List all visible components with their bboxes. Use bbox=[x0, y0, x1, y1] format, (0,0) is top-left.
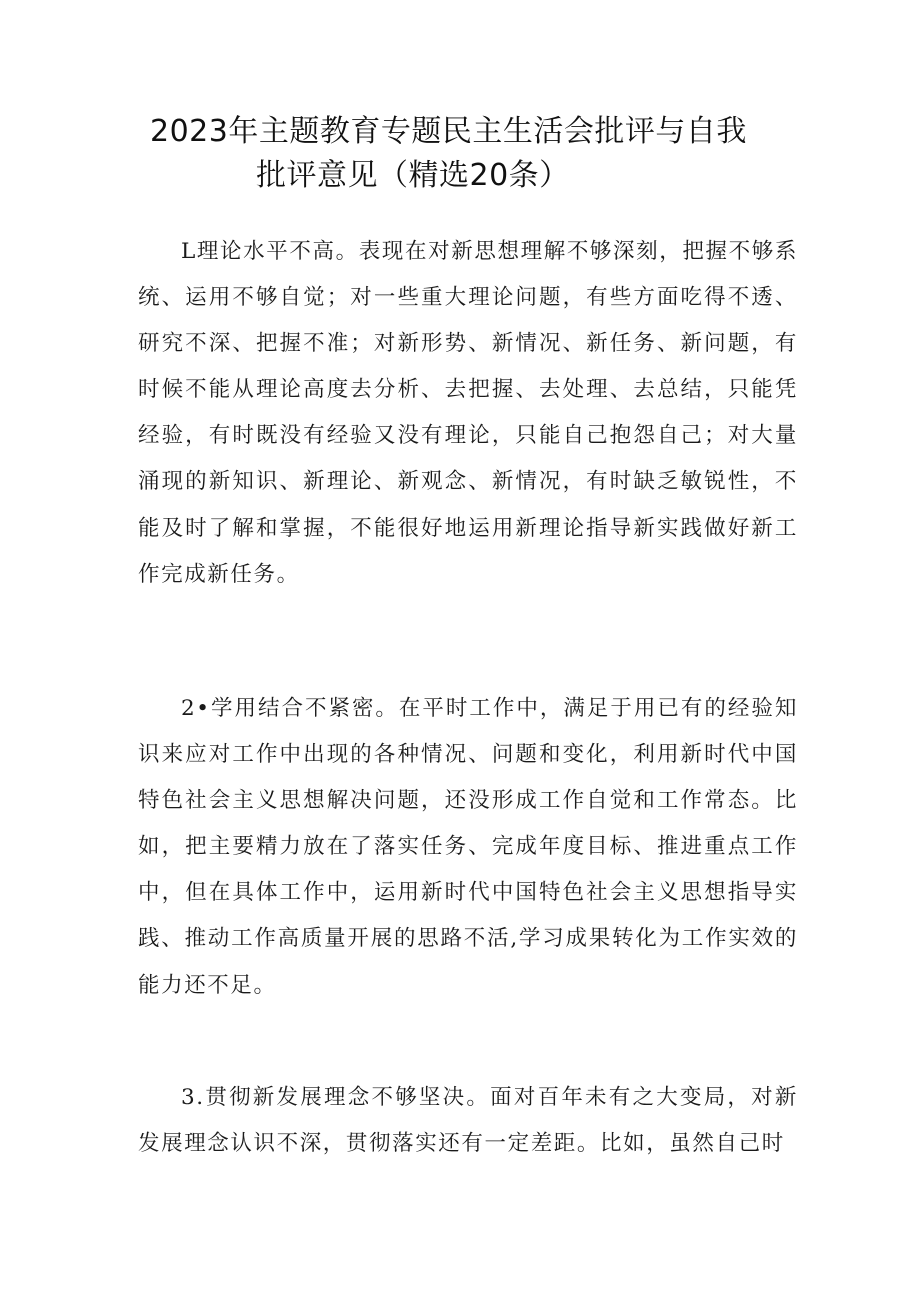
title-line-1: 2023年主题教育专题民主生活会批评与自我 bbox=[150, 114, 747, 149]
paragraph-2: 2•学用结合不紧密。在平时工作中，满足于用已有的经验知识来应对工作中出现的各种情况、问题和变化，利用新时代中国特色社会主义思想解决问题，还没形成工作自觉和工作常态。比如，把主要精力放在了落实任务、完成年度目标、推进重点工作中，但在具体工作中，运用新时代中国特色社会主义思想指导实践、推动工作高质量开展的思路不活,学习成果转化为工作实效的能力还不足。 bbox=[138, 696, 798, 998]
document-title bbox=[150, 110, 810, 198]
paragraph-1: L理论水平不高。表现在对新思想理解不够深刻，把握不够系统、运用不够自觉；对一些重大理论问题，有些方面吃得不透、研究不深、把握不准；对新形势、新情况、新任务、新问题，有时候不能从理论高度去分析、去把握、去处理、去总结，只能凭经验，有时既没有经验又没有理论，只能自己抱怨自己；对大量涌现的新知识、新理论、新观念、新情况，有时缺乏敏锐性，不能及时了解和掌握，不能很好地运用新理论指导新实践做好新工作完成新任务。 bbox=[138, 239, 798, 587]
title-line-2: 批评意见（精选20条） bbox=[256, 158, 570, 193]
paragraph-3: 3.贯彻新发展理念不够坚决。面对百年未有之大变局，对新发展理念认识不深，贯彻落实还有一定差距。比如，虽然自己时 bbox=[138, 1085, 798, 1157]
